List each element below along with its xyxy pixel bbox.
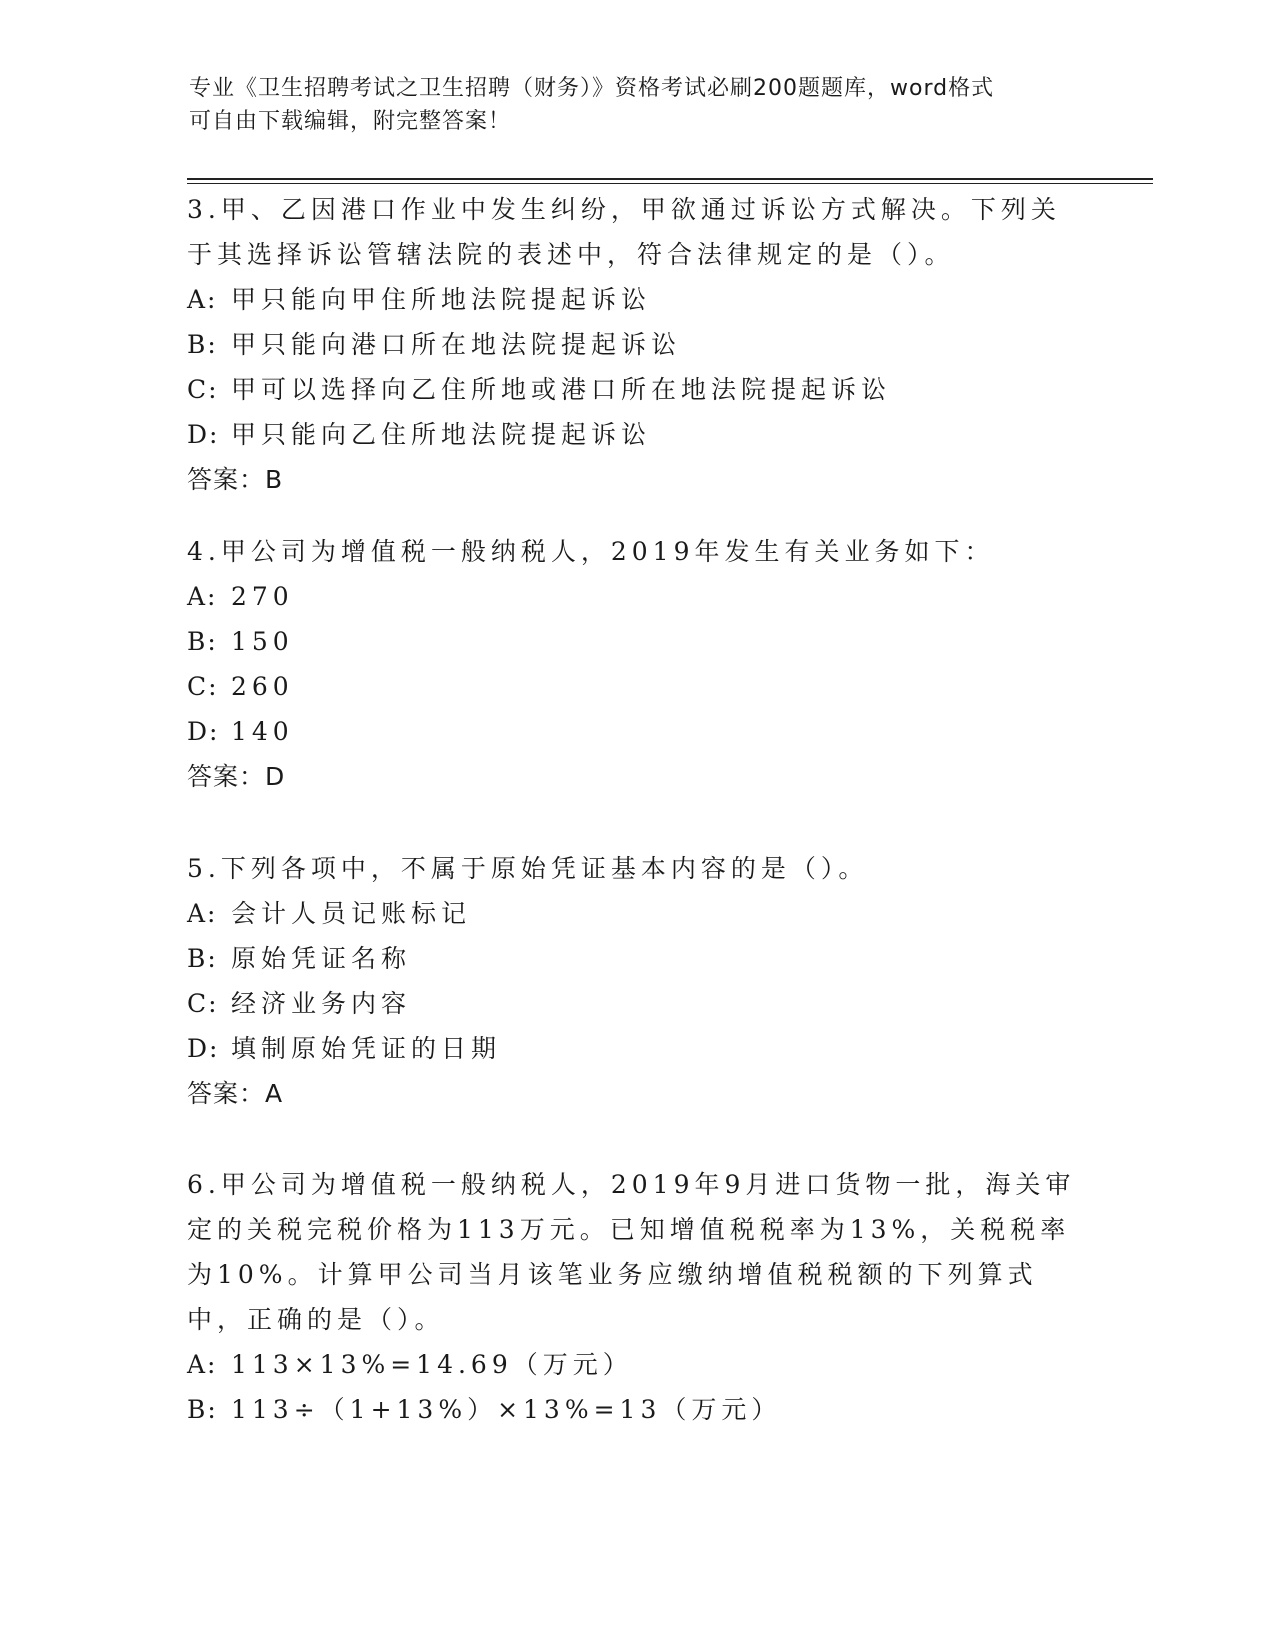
question-3 bbox=[187, 187, 1087, 502]
option-label: D: bbox=[187, 420, 220, 449]
option-d bbox=[187, 709, 1087, 754]
option-text: 甲只能向甲住所地法院提起诉讼 bbox=[231, 285, 652, 314]
option-label: A: bbox=[187, 285, 218, 314]
question-stem: 4.甲公司为增值税一般纳税人，2019年发生有关业务如下： bbox=[187, 537, 995, 566]
option-text: 150 bbox=[231, 627, 294, 656]
option-text: 填制原始凭证的日期 bbox=[231, 1034, 502, 1063]
option-d bbox=[187, 1026, 1087, 1071]
option-b bbox=[187, 1387, 1087, 1432]
question-stem: 3.甲、乙因港口作业中发生纠纷，甲欲通过诉讼方式解决。下列关于其选择诉讼管辖法院的表述中，符合法律规定的是（）。 bbox=[187, 195, 1061, 269]
option-text: 113÷（1+13%）×13%=13（万元） bbox=[231, 1395, 782, 1424]
option-a bbox=[187, 277, 1087, 322]
option-c bbox=[187, 664, 1087, 709]
answer-line: 答案：B bbox=[187, 465, 284, 494]
answer-line: 答案：D bbox=[187, 762, 286, 791]
option-label: D: bbox=[187, 1034, 220, 1063]
option-label: B: bbox=[187, 330, 218, 359]
question-6 bbox=[187, 1162, 1087, 1432]
option-a bbox=[187, 1342, 1087, 1387]
question-5 bbox=[187, 846, 1087, 1116]
option-text: 会计人员记账标记 bbox=[231, 899, 472, 928]
option-b bbox=[187, 322, 1087, 367]
option-d bbox=[187, 412, 1087, 457]
option-text: 甲只能向港口所在地法院提起诉讼 bbox=[231, 330, 682, 359]
option-text: 140 bbox=[231, 717, 294, 746]
option-label: C: bbox=[187, 672, 219, 701]
header-line-1: 专业《卫生招聘考试之卫生招聘（财务）》资格考试必刷200题题库，word格式 bbox=[189, 76, 995, 101]
document-header bbox=[189, 72, 1089, 138]
option-text: 甲只能向乙住所地法院提起诉讼 bbox=[231, 420, 652, 449]
option-text: 260 bbox=[231, 672, 294, 701]
option-c bbox=[187, 981, 1087, 1026]
option-label: B: bbox=[187, 944, 218, 973]
option-label: A: bbox=[187, 899, 218, 928]
option-text: 113×13%=14.69（万元） bbox=[231, 1350, 633, 1379]
option-label: A: bbox=[187, 582, 218, 611]
option-label: B: bbox=[187, 1395, 218, 1424]
option-text: 经济业务内容 bbox=[231, 989, 412, 1018]
option-text: 原始凭证名称 bbox=[231, 944, 412, 973]
option-c bbox=[187, 367, 1087, 412]
option-a bbox=[187, 891, 1087, 936]
header-rule-thin bbox=[187, 183, 1153, 184]
option-label: A: bbox=[187, 1350, 218, 1379]
option-label: D: bbox=[187, 717, 220, 746]
header-line-2: 可自由下载编辑，附完整答案！ bbox=[189, 109, 512, 134]
header-rule-thick bbox=[187, 178, 1153, 180]
question-stem: 6.甲公司为增值税一般纳税人，2019年9月进口货物一批，海关审定的关税完税价格为113万元。已知增值税税率为13%，关税税率为10%。计算甲公司当月该笔业务应缴纳增值税税额的下列算式中，正确的是（）。 bbox=[187, 1170, 1076, 1334]
option-label: C: bbox=[187, 989, 219, 1018]
option-label: B: bbox=[187, 627, 218, 656]
option-b bbox=[187, 619, 1087, 664]
option-text: 270 bbox=[231, 582, 294, 611]
answer-line: 答案：A bbox=[187, 1079, 284, 1108]
question-stem: 5.下列各项中，不属于原始凭证基本内容的是（）。 bbox=[187, 854, 869, 883]
question-4 bbox=[187, 529, 1087, 799]
option-label: C: bbox=[187, 375, 219, 404]
option-text: 甲可以选择向乙住所地或港口所在地法院提起诉讼 bbox=[231, 375, 892, 404]
option-a bbox=[187, 574, 1087, 619]
option-b bbox=[187, 936, 1087, 981]
